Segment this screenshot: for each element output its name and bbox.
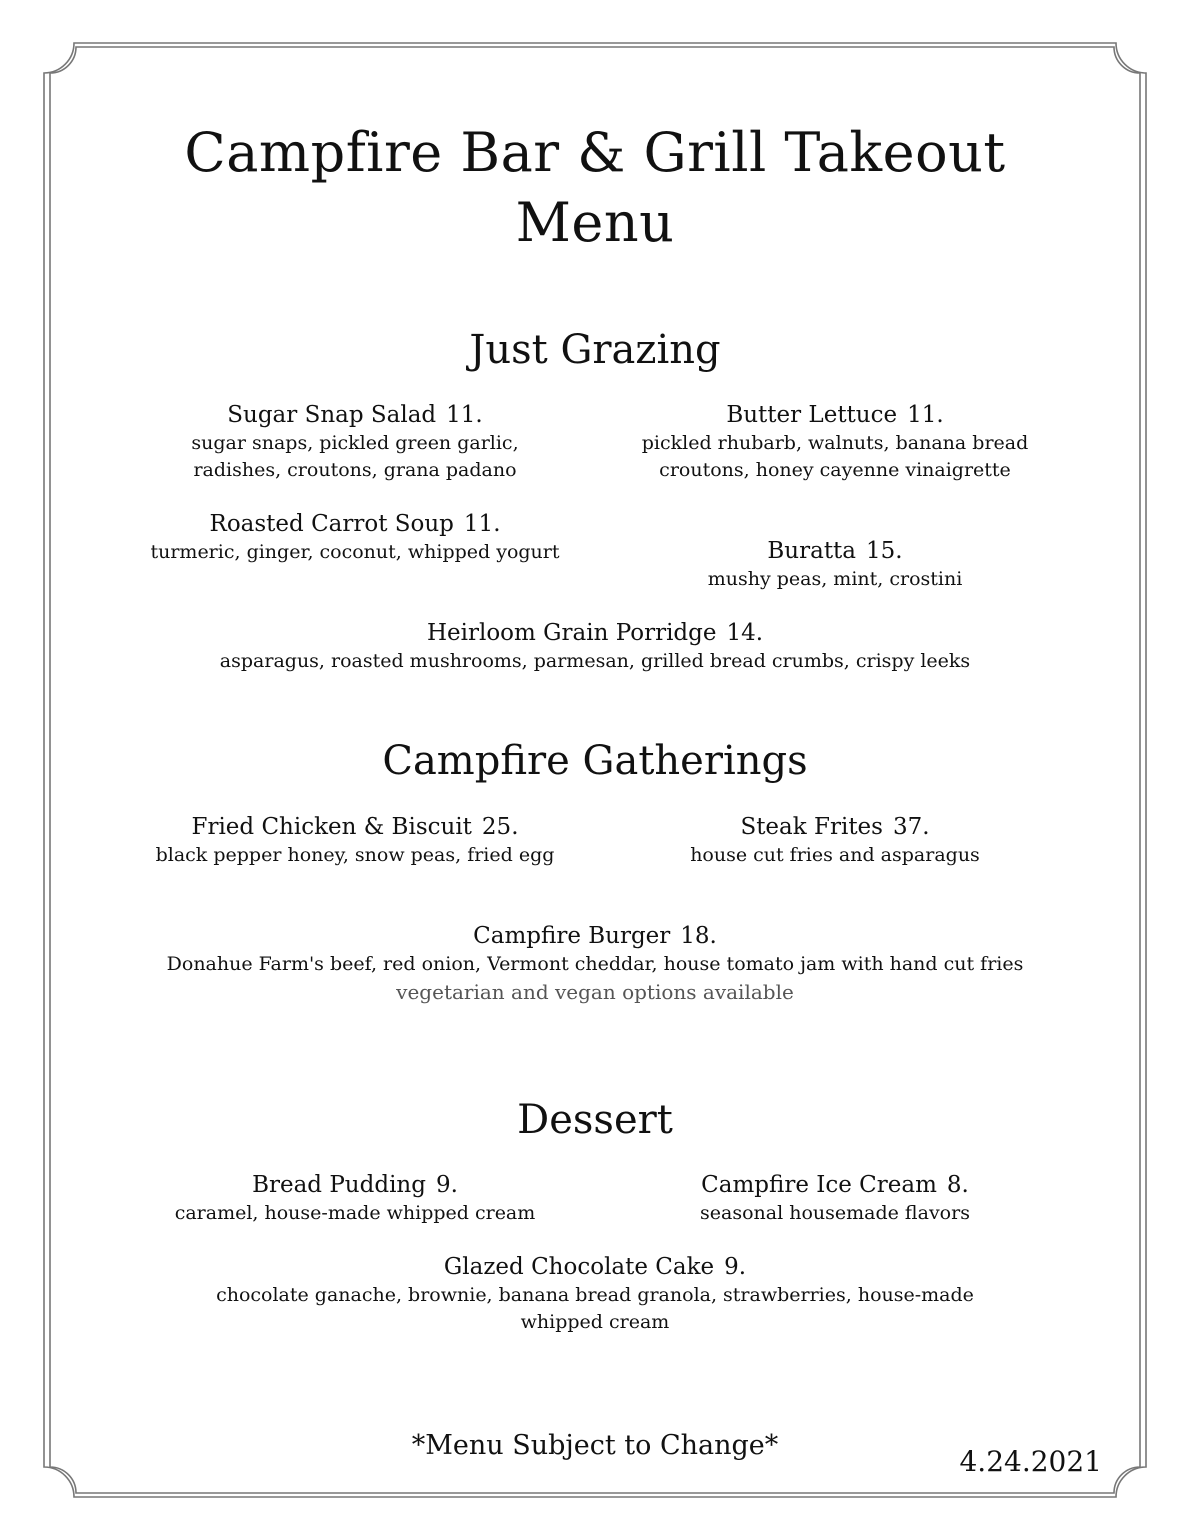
menu-item-steak-frites [630,812,1040,869]
item-name: Fried Chicken & Biscuit [191,814,472,840]
menu-item-fried-chicken-biscuit [150,812,560,869]
item-price: 18. [680,923,717,949]
menu-item-buratta [630,536,1040,593]
item-description: pickled rhubarb, walnuts, banana bread croutons, honey cayenne vinaigrette [641,432,1029,481]
item-description: mushy peas, mint, crostini [707,568,963,590]
menu-item-butter-lettuce [630,400,1040,484]
item-name: Bread Pudding [252,1172,426,1198]
item-price: 8. [946,1172,969,1198]
item-description: caramel, house-made whipped cream [174,1202,536,1224]
menu-item-bread-pudding [150,1170,560,1227]
menu-item-sugar-snap-salad [150,400,560,484]
item-price: 11. [907,402,944,428]
menu-title: Campfire Bar & Grill Takeout Menu [184,121,1006,254]
item-name: Sugar Snap Salad [227,402,437,428]
item-description: Donahue Farm's beef, red onion, Vermont cheddar, house tomato jam with hand cut fries [166,953,1024,975]
section-heading-just-grazing: Just Grazing [469,327,721,373]
item-price: 11. [446,402,483,428]
menu-item-glazed-chocolate-cake [150,1252,1040,1336]
item-description: black pepper honey, snow peas, fried egg [155,844,555,866]
section-heading-campfire-gatherings: Campfire Gatherings [382,738,808,784]
item-description: house cut fries and asparagus [690,844,980,866]
item-name: Steak Frites [740,814,883,840]
item-price: 15. [866,538,903,564]
item-price: 14. [726,620,764,646]
section-heading-dessert: Dessert [517,1097,673,1143]
menu-disclaimer: *Menu Subject to Change* [411,1430,779,1461]
menu-item-heirloom-grain-porridge [150,618,1040,675]
item-name: Campfire Ice Cream [701,1172,937,1198]
item-description: chocolate ganache, brownie, banana bread granola, strawberries, house-made whipped cream [216,1284,974,1333]
menu-item-campfire-burger [150,921,1040,1006]
item-name: Glazed Chocolate Cake [443,1254,715,1280]
menu-date: 4.24.2021 [959,1445,1102,1478]
item-name: Buratta [767,538,857,564]
item-price: 11. [463,511,501,537]
menu-item-campfire-ice-cream [630,1170,1040,1227]
item-price: 9. [724,1254,747,1280]
item-description: sugar snaps, pickled green garlic, radishes, croutons, grana padano [191,432,519,481]
item-price: 37. [892,814,930,840]
item-name: Campfire Burger [473,923,671,949]
item-note: vegetarian and vegan options available [396,980,794,1004]
menu-item-roasted-carrot-soup [150,509,560,566]
item-price: 9. [435,1172,458,1198]
item-description: seasonal housemade flavors [700,1202,970,1224]
item-name: Roasted Carrot Soup [209,511,454,537]
item-name: Butter Lettuce [726,402,898,428]
item-description: asparagus, roasted mushrooms, parmesan, grilled bread crumbs, crispy leeks [219,650,971,672]
item-name: Heirloom Grain Porridge [426,620,717,646]
item-description: turmeric, ginger, coconut, whipped yogurt [150,541,560,563]
item-price: 25. [481,814,519,840]
